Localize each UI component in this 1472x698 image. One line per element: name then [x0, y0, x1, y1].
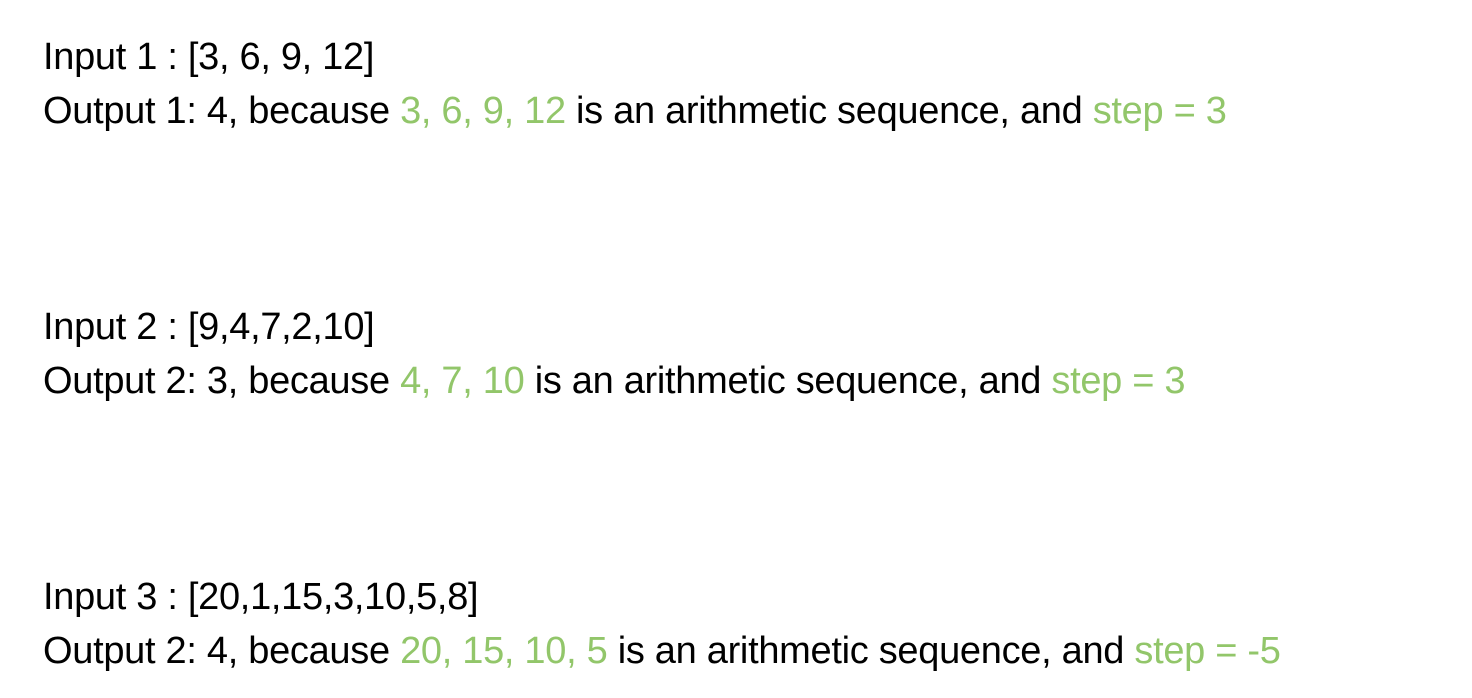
output-line — [43, 84, 1227, 138]
highlighted-step: step = -5 — [1134, 630, 1281, 672]
highlighted-step: step = 3 — [1051, 360, 1186, 402]
output-middle-text: is an arithmetic sequence, and — [607, 630, 1135, 672]
output-prefix: Output 2: 3, because — [43, 360, 401, 402]
highlighted-step: step = 3 — [1092, 90, 1227, 132]
input-line: Input 2 : [9,4,7,2,10] — [43, 306, 375, 348]
highlighted-sequence: 20, 15, 10, 5 — [400, 630, 608, 672]
highlighted-sequence: 3, 6, 9, 12 — [400, 90, 566, 132]
output-prefix: Output 1: 4, because — [43, 90, 401, 132]
input-line: Input 1 : [3, 6, 9, 12] — [43, 36, 375, 78]
example-3 — [43, 570, 1281, 678]
output-line — [43, 354, 1185, 408]
output-line — [43, 624, 1281, 678]
output-middle-text: is an arithmetic sequence, and — [565, 90, 1093, 132]
output-prefix: Output 2: 4, because — [43, 630, 401, 672]
example-1 — [43, 30, 1227, 138]
example-2 — [43, 300, 1185, 408]
highlighted-sequence: 4, 7, 10 — [400, 360, 525, 402]
output-middle-text: is an arithmetic sequence, and — [524, 360, 1052, 402]
input-line: Input 3 : [20,1,15,3,10,5,8] — [43, 576, 479, 618]
